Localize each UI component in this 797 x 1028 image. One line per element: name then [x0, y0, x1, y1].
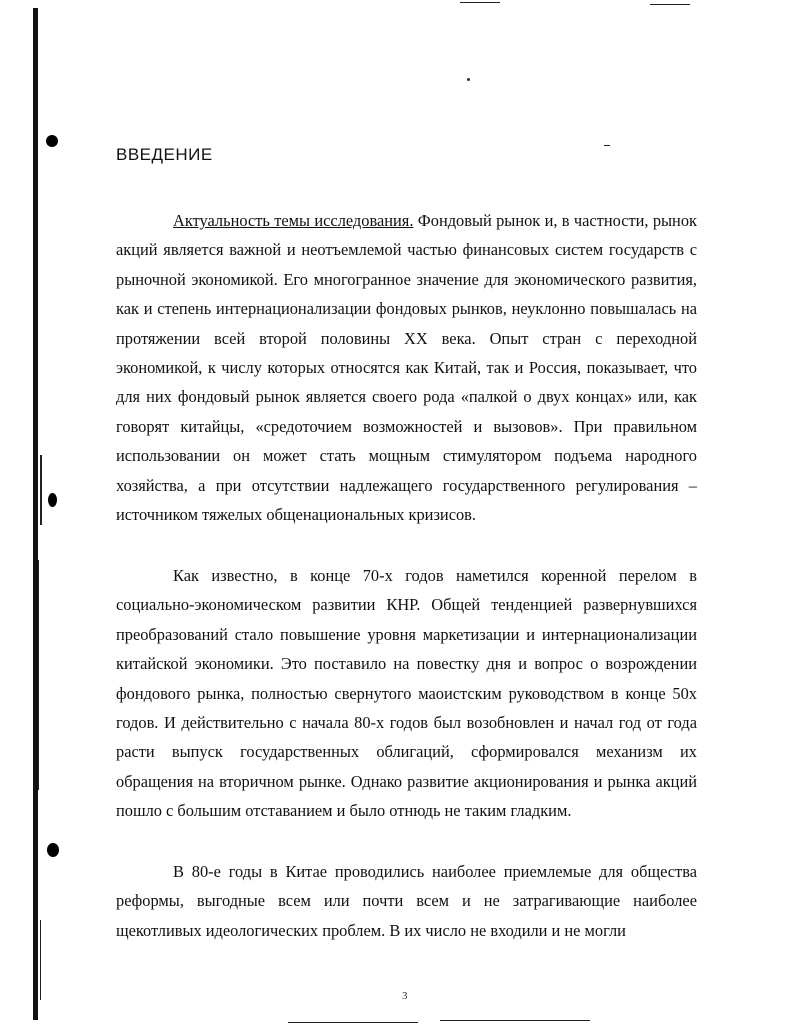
page-number: 3	[402, 990, 408, 1002]
paragraph-relevance	[116, 206, 697, 529]
scan-mark	[604, 145, 610, 146]
section-heading: ВВЕДЕНИЕ	[116, 145, 213, 164]
scan-edge-line	[460, 2, 500, 3]
scan-edge-line	[40, 920, 41, 1000]
punch-hole-mark	[46, 135, 58, 147]
punch-hole-mark	[47, 843, 59, 857]
scan-edge-line	[650, 4, 690, 5]
scan-edge-line	[288, 1022, 418, 1023]
scan-edge-line	[38, 560, 39, 790]
scan-edge-line	[40, 455, 42, 525]
paragraph-reforms: Как известно, в конце 70-х годов наметился коренной перелом в социально-экономическом развитии КНР. Общей тенденцией развернувшихся преобразований стало повышение уровня маркетизации и интернационализации китайской экономики. Это поставило на повестку дня и вопрос о возрождении фондового рынка, полностью свернутого маоистским руководством в конце 50х годов. И действительно с начала 80-х годов был возобновлен и начал год от года расти выпуск государственных облигаций, сформировался механизм их обращения на вторичном рынке. Однако развитие акционирования и рынка акций пошло с большим отставанием и было отнюдь не таким гладким.	[116, 566, 697, 821]
scan-speck	[467, 78, 470, 81]
scan-edge-bar	[33, 8, 38, 1020]
scan-edge-line	[440, 1020, 590, 1021]
relevance-lead: Актуальность темы исследования.	[173, 211, 414, 230]
punch-hole-mark	[48, 493, 57, 507]
paragraph-eighties: В 80-е годы в Китае проводились наиболее приемлемые для общества реформы, выгодные всем или почти всем и не затрагивающие наиболее щекотливых идеологических проблем. В их число не входили и не могли	[116, 862, 697, 940]
relevance-body: Фондовый рынок и, в частности, рынок акций является важной и неотъемлемой частью финансовых систем государств с рыночной экономикой. Его многогранное значение для экономического развития, как и степень интернационализации фондовых рынков, неуклонно повышалась на протяжении всей второй половины XX века. Опыт стран с переходной экономикой, к числу которых относятся как Китай, так и Россия, показывает, что для них фондовый рынок является своего рода «палкой о двух концах» или, как говорят китайцы, «средоточием возможностей и вызовов». При правильном использовании он может стать мощным стимулятором подъема народного хозяйства, а при отсутствии надлежащего государственного регулирования – источником тяжелых общенациональных кризисов.	[116, 211, 697, 525]
